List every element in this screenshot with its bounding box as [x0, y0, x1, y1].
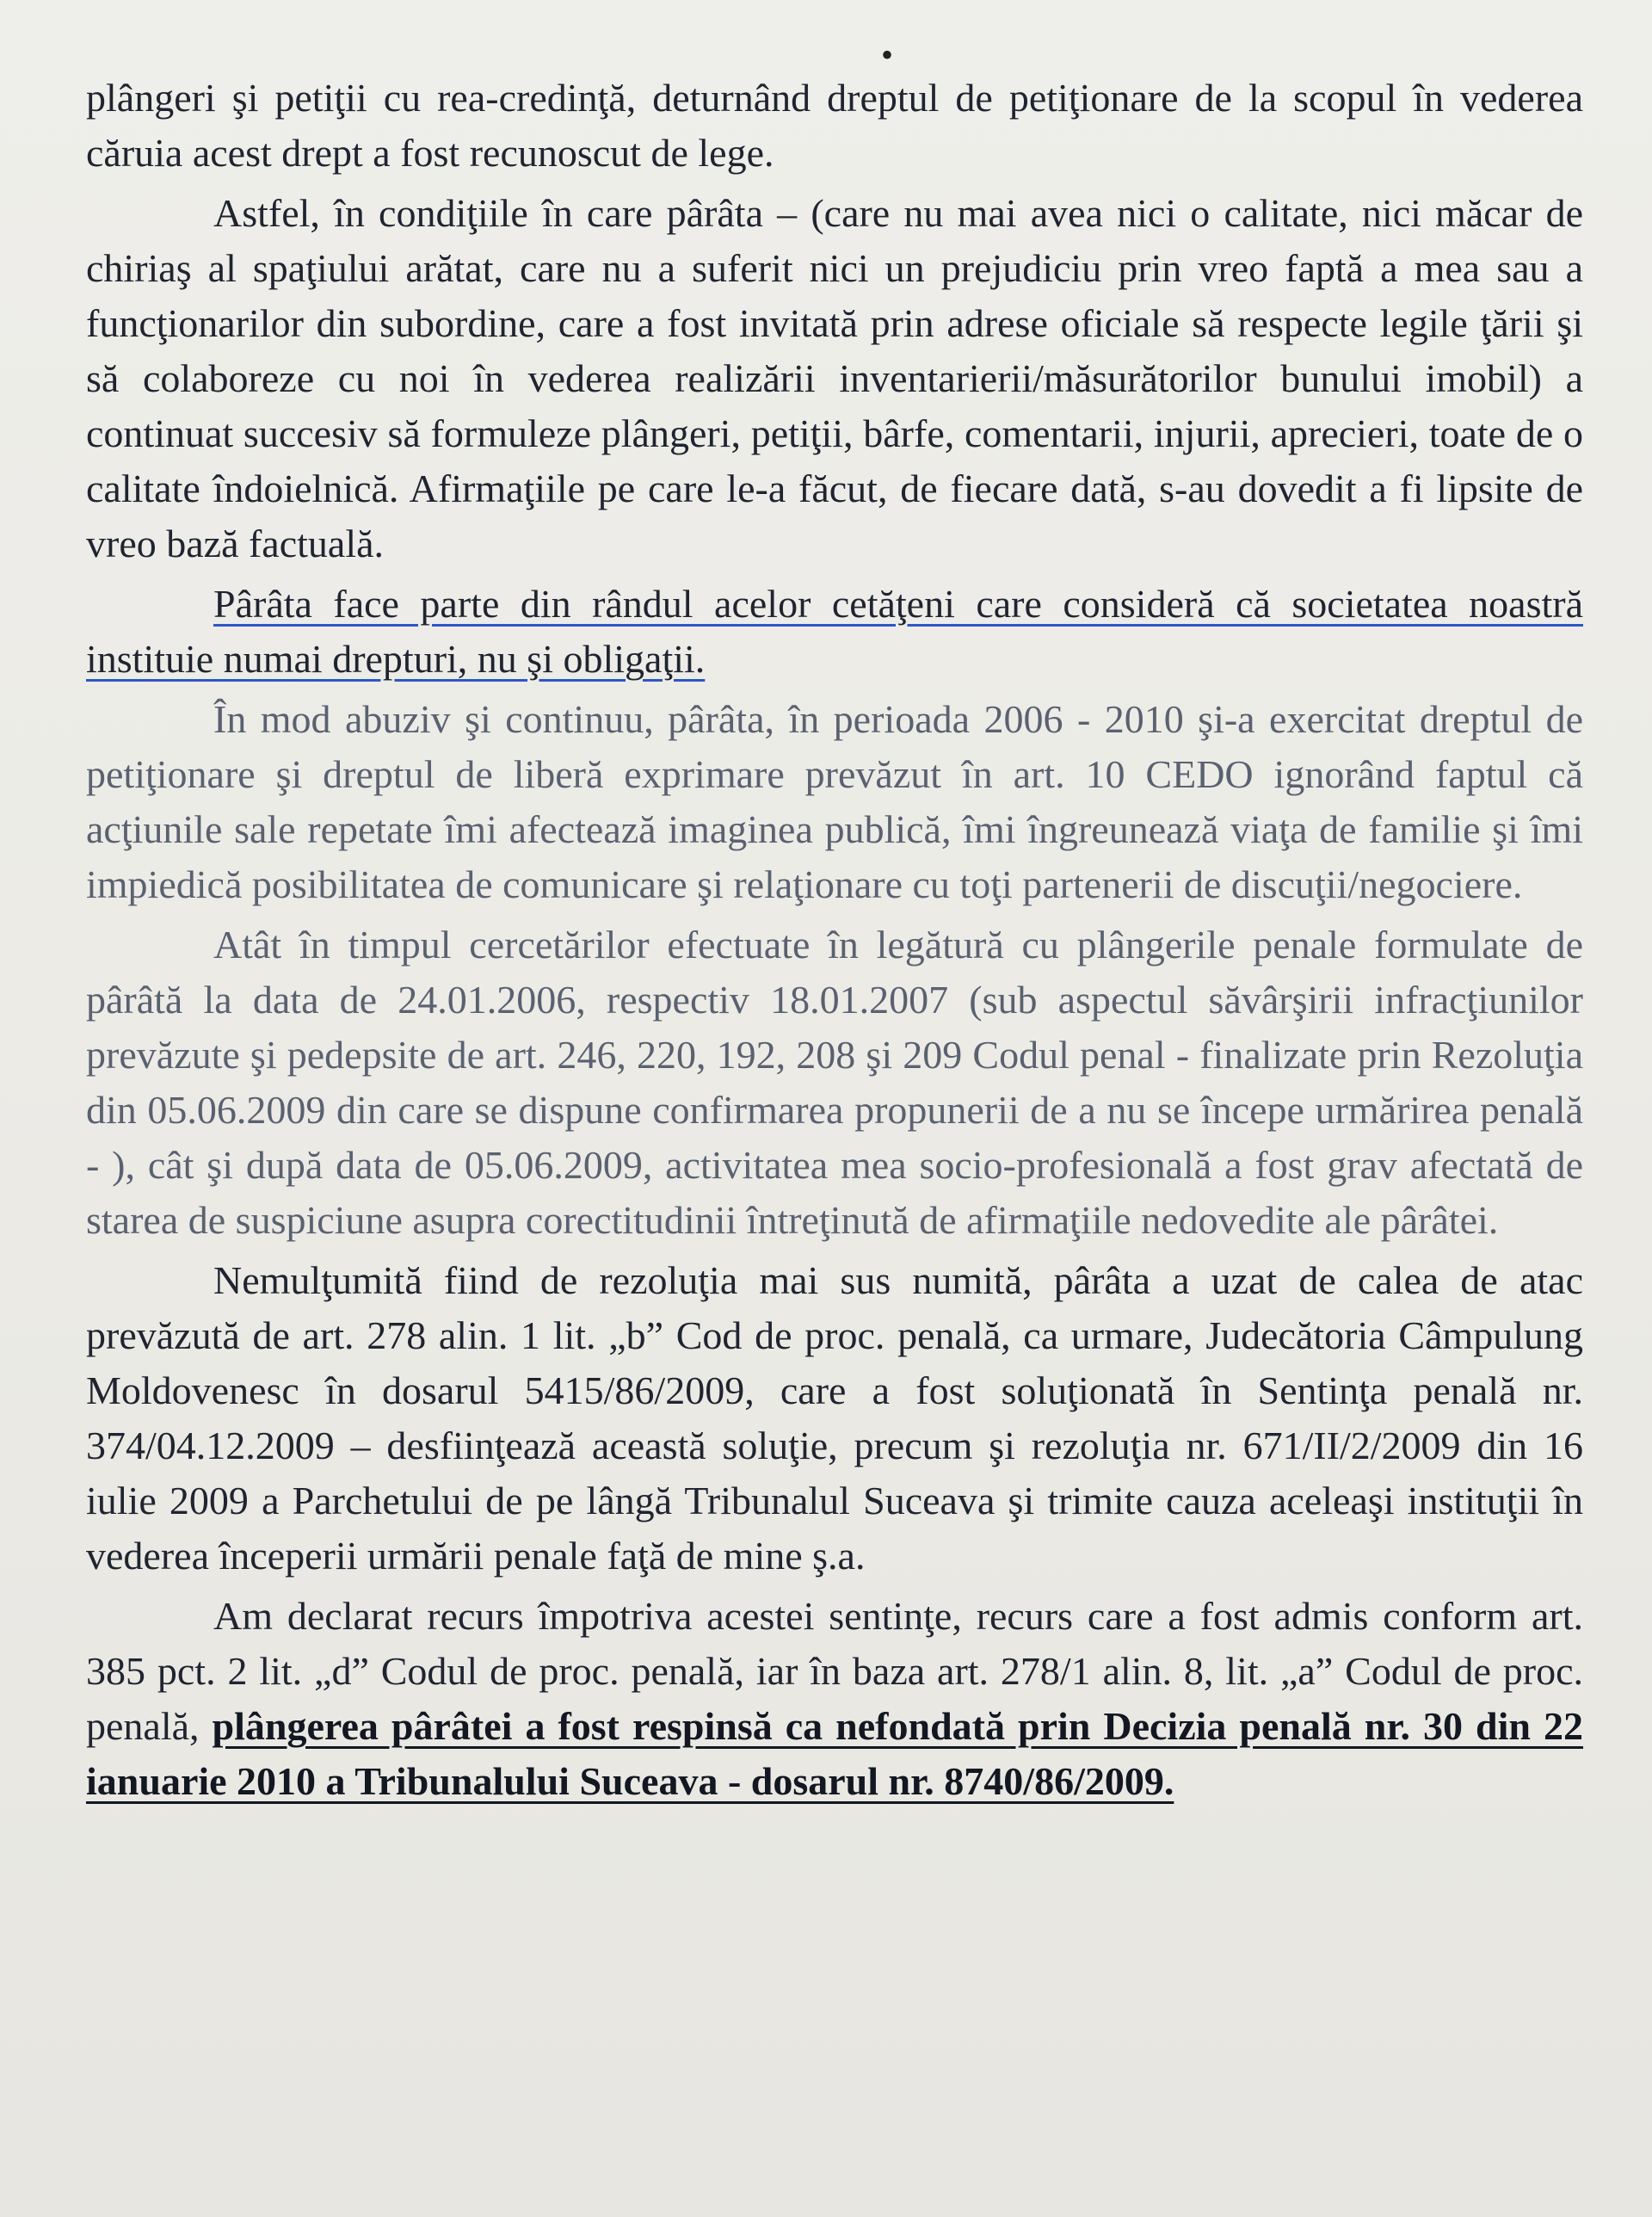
paragraph-6: Nemulţumită fiind de rezoluţia mai sus numită, pârâta a uzat de calea de atac prevăzută de art. 278 alin. 1 lit. „b” Cod de proc. penală, ca urmare, Judecătoria Câmpulung Moldovenesc în dosarul 5415/86/2009, care a fost soluţionată în Sentinţa penală nr. 374/04.12.2009 – desfiinţează această soluţie, precum şi rezoluţia nr. 671/II/2/2009 din 16 iulie 2009 a Parchetului de pe lângă Tribunalul Suceava şi trimite cauza aceleaşi instituţii în vederea începerii urmării penale faţă de mine ş.a.	[86, 1258, 1583, 1578]
paragraph-1: plângeri şi petiţii cu rea-credinţă, deturnând dreptul de petiţionare de la scopul în vederea căruia acest drept a fost recunoscut de lege.	[86, 76, 1583, 175]
top-mark: •	[881, 35, 894, 74]
paragraph-3: Pârâta face parte din rândul acelor cetăţeni care consideră că societatea noastră instituie numai drepturi, nu şi obligaţii.	[86, 582, 1583, 681]
paragraph-4: În mod abuziv şi continuu, pârâta, în perioada 2006 - 2010 şi-a exercitat dreptul de petiţionare şi dreptul de liberă exprimare prevăzut în art. 10 CEDO ignorând faptul că acţiunile sale repetate îmi afectează imaginea publică, îmi îngreunează viaţa de familie şi îmi impiedică posibilitatea de comunicare şi relaţionare cu toţi partenerii de discuţii/negociere.	[86, 697, 1583, 906]
paragraph-5: Atât în timpul cercetărilor efectuate în legătură cu plângerile penale formulate de pârâtă la data de 24.01.2006, respectiv 18.01.2007 (sub aspectul săvârşirii infracţiunilor prevăzute şi pedepsite de art. 246, 220, 192, 208 şi 209 Codul penal - finalizate prin Rezoluţia din 05.06.2009 din care se dispune confirmarea propunerii de a nu se începe urmărirea penală - ), cât şi după data de 05.06.2009, activitatea mea socio-profesională a fost grav afectată de starea de suspiciune asupra corectitudinii întreţinută de afirmaţiile nedovedite ale pârâtei.	[86, 923, 1583, 1242]
paragraph-7	[86, 1589, 1583, 1809]
paragraph-7-text: Am declarat recurs împotriva acestei sentinţe, recurs care a fost admis conform art. 385 pct. 2 lit. „d” Codul de proc. penală, iar în baza art. 278/1 alin. 8, lit. „a” Codul de proc. penală,	[86, 1594, 1583, 1748]
document-body	[86, 71, 1583, 1814]
paragraph-7-emphasis: plângerea pârâtei a fost respinsă ca nefondată prin Decizia penală nr. 30 din 22 ianuarie 2010 a Tribunalului Suceava - dosarul nr. 8740/86/2009.	[86, 1704, 1584, 1803]
paragraph-2: Astfel, în condiţiile în care pârâta – (care nu mai avea nici o calitate, nici măcar de chiriaş al spaţiului arătat, care nu a suferit nici un prejudiciu prin vreo faptă a mea sau a funcţionarilor din subordine, care a fost invitată prin adrese oficiale să respecte legile ţării şi să colaboreze cu noi în vederea realizării inventarierii/măsurătorilor bunului imobil) a continuat succesiv să formuleze plângeri, petiţii, bârfe, comentarii, injurii, aprecieri, toate de o calitate îndoielnică. Afirmaţiile pe care le-a făcut, de fiecare dată, s-au dovedit a fi lipsite de vreo bază factuală.	[86, 191, 1583, 565]
